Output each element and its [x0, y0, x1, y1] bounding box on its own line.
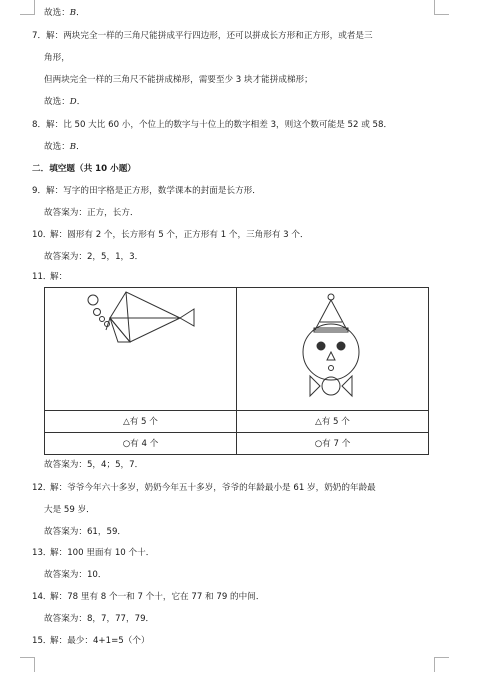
solution-line: 解：圆形有 2 个，长方形有 5 个，正方形有 1 个，三角形有 3 个． — [50, 230, 309, 240]
right-circle-count: ○有 7 个 — [237, 432, 429, 454]
solution-line: 解：写字的田字格是正方形，数学课本的封面是长方形． — [46, 186, 261, 196]
crop-mark-bottom-left — [20, 657, 35, 672]
section-heading: 二．填空题（共 10 小题） — [32, 164, 136, 174]
fish-figure-cell — [45, 288, 237, 411]
answer-line: 故答案为：2，5，1，3． — [44, 252, 144, 262]
left-triangle-count: △有 5 个 — [45, 410, 237, 432]
question-number: 14． — [32, 592, 52, 602]
question-number: 10． — [32, 230, 52, 240]
answer-line: 故答案为：5，4；5，7． — [44, 460, 144, 470]
solution-line: 解：最少：4+1=5（个） — [50, 636, 150, 646]
question-number: 8． — [32, 120, 47, 130]
answer-line: 故选：B． — [44, 8, 85, 18]
answer-line: 故选：B． — [44, 142, 85, 152]
answer-line: 故答案为：正方，长方． — [44, 208, 139, 218]
question-number: 7． — [32, 31, 47, 41]
answer-line: 故答案为：8，7，77，79． — [44, 614, 155, 624]
solution-line: 解：爷爷今年六十多岁，奶奶今年五十多岁，爷爷的年龄最小是 61 岁，奶奶的年龄最 — [50, 483, 376, 493]
answer-line: 故选：D． — [44, 97, 86, 107]
solution-line: 大是 59 岁． — [44, 505, 95, 515]
right-triangle-count: △有 5 个 — [237, 410, 429, 432]
answer-line: 故答案为：10． — [44, 570, 107, 580]
shape-count-table — [44, 287, 429, 455]
crop-mark-top-left — [20, 0, 35, 15]
fish-shapes-figure-icon — [46, 288, 236, 406]
solution-line: 解：78 里有 8 个一和 7 个十，它在 77 和 79 的中间． — [50, 592, 265, 602]
answer-line: 故答案为：61，59． — [44, 527, 127, 537]
question-number: 9． — [32, 186, 47, 196]
solution-line: 但两块完全一样的三角尺不能拼成梯形，需要至少 3 块才能拼成梯形； — [44, 75, 313, 85]
solution-line: 解：100 里面有 10 个十． — [50, 548, 155, 558]
clown-figure-cell — [237, 288, 429, 411]
question-number: 11． — [32, 272, 52, 282]
question-number: 13． — [32, 548, 52, 558]
solution-line: 解： — [50, 272, 68, 282]
crop-mark-top-right — [434, 0, 449, 15]
left-circle-count: ○有 4 个 — [45, 432, 237, 454]
solution-line: 解：两块完全一样的三角尺能拼成平行四边形，还可以拼成长方形和正方形，或者是三 — [46, 31, 373, 41]
crop-mark-bottom-right — [434, 657, 449, 672]
clown-shapes-figure-icon — [238, 288, 428, 406]
question-number: 12． — [32, 483, 52, 493]
question-number: 15． — [32, 636, 52, 646]
solution-line: 角形， — [44, 53, 70, 63]
solution-line: 解：比 50 大比 60 小，个位上的数字与十位上的数字相差 3，则这个数可能是 52 或 58． — [46, 120, 393, 130]
